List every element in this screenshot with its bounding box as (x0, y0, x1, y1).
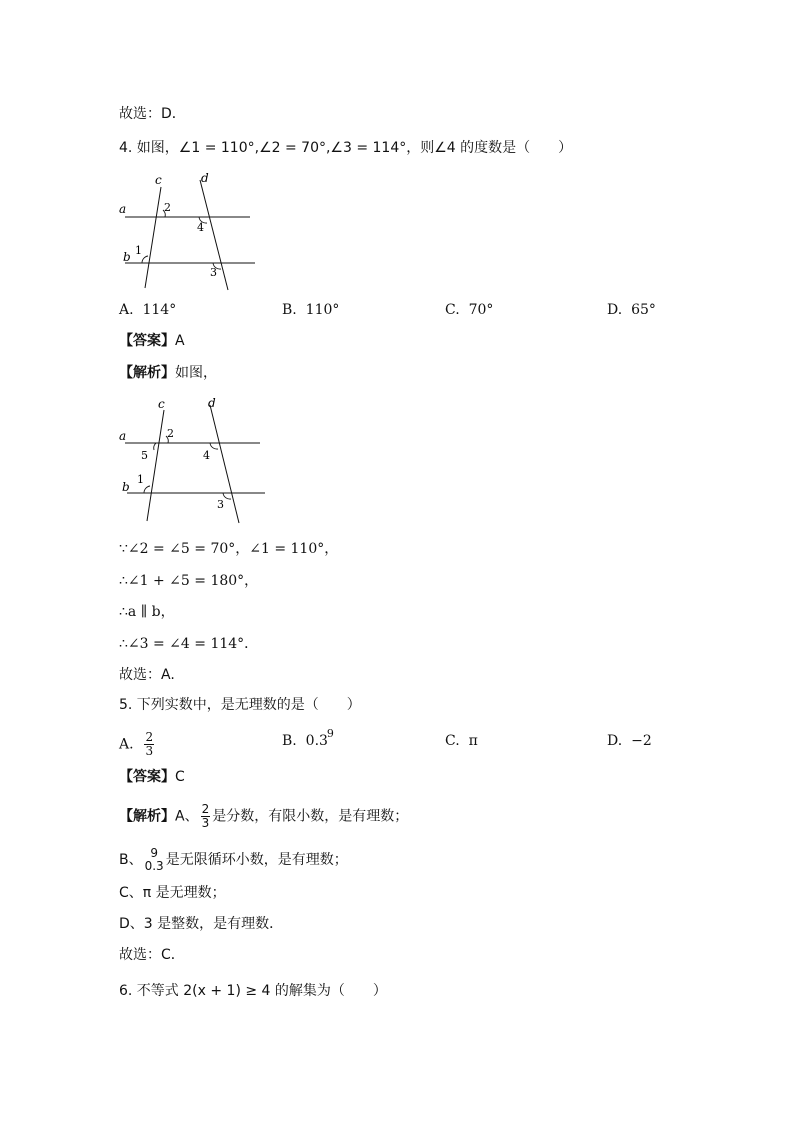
label-4: 4 (203, 449, 210, 462)
fraction: $\frac{2}{3}$ (201, 802, 210, 830)
label-c: c (158, 397, 165, 411)
label-2: 2 (164, 201, 171, 214)
q4-analysis-figure (115, 393, 275, 528)
q5-stem: 5. 下列实数中，是无理数的是（ ） (119, 697, 361, 713)
label-1: 1 (135, 244, 142, 257)
q5-analysis-c: C、π 是无理数； (119, 885, 226, 901)
label-3: 3 (217, 498, 224, 511)
q4-step-1: ∵∠2 = ∠5 = 70°，∠1 = 110°， (119, 541, 339, 557)
line-c (147, 410, 164, 521)
label-5: 5 (141, 449, 148, 462)
q4-figure (115, 170, 265, 295)
label-1: 1 (137, 473, 144, 486)
q4-stem: 4. 如图，∠1 = 110°,∠2 = 70°,∠3 = 114°，则∠4 的度数是（ ） (119, 140, 573, 156)
label-c: c (155, 173, 162, 187)
q4-option-b: B. 110° (282, 302, 340, 318)
q4-choice: 故选：A. (119, 667, 175, 683)
label-b: b (123, 250, 131, 264)
line-d (210, 405, 239, 523)
q4-step-4: ∴∠3 = ∠4 = 114°． (119, 636, 259, 652)
label-2: 2 (167, 427, 174, 440)
q4-analysis: 【解析】如图， (119, 365, 217, 381)
q5-option-b: B. 0.3 9 (282, 727, 334, 749)
q5-option-c: C. π (445, 733, 478, 749)
label-3: 3 (210, 266, 217, 279)
repeating-decimal: 0.3 9 (305, 727, 334, 749)
repeating-decimal: 9 0.3 (144, 846, 164, 873)
q5-choice: 故选：C． (119, 947, 185, 963)
q5-option-d: D. −2 (607, 733, 652, 749)
q5-analysis-a: 【解析】A、 $\frac{2}{3}$ 是分数，有限小数，是有理数； (119, 802, 409, 830)
q4-step-3: ∴a ∥ b， (119, 604, 175, 620)
q5-answer: 【答案】C (119, 769, 185, 785)
label-b: b (122, 480, 130, 494)
label-4: 4 (197, 221, 204, 234)
q4-option-a: A. 114° (119, 302, 177, 318)
q5-analysis-b: B、 9 0.3 是无限循环小数，是有理数； (119, 846, 348, 873)
line-c (145, 187, 161, 288)
q4-option-d: D. 65° (607, 302, 656, 318)
q4-step-2: ∴∠1 + ∠5 = 180°， (119, 573, 259, 589)
label-d: d (201, 171, 209, 185)
q6-stem: 6. 不等式 2(x + 1) ≥ 4 的解集为（ ） (119, 983, 387, 999)
fraction: $\frac{2}{3}$ (145, 730, 154, 758)
label-a: a (119, 429, 127, 443)
q4-answer: 【答案】A (119, 333, 185, 349)
label-d: d (208, 396, 216, 410)
label-a: a (119, 202, 127, 216)
q5-analysis-d: D、3 是整数，是有理数． (119, 916, 284, 932)
q5-option-a: A. $\frac{2}{3}$ (119, 730, 154, 758)
q4-option-c: C. 70° (445, 302, 494, 318)
prev-choice: 故选：D． (119, 106, 186, 122)
